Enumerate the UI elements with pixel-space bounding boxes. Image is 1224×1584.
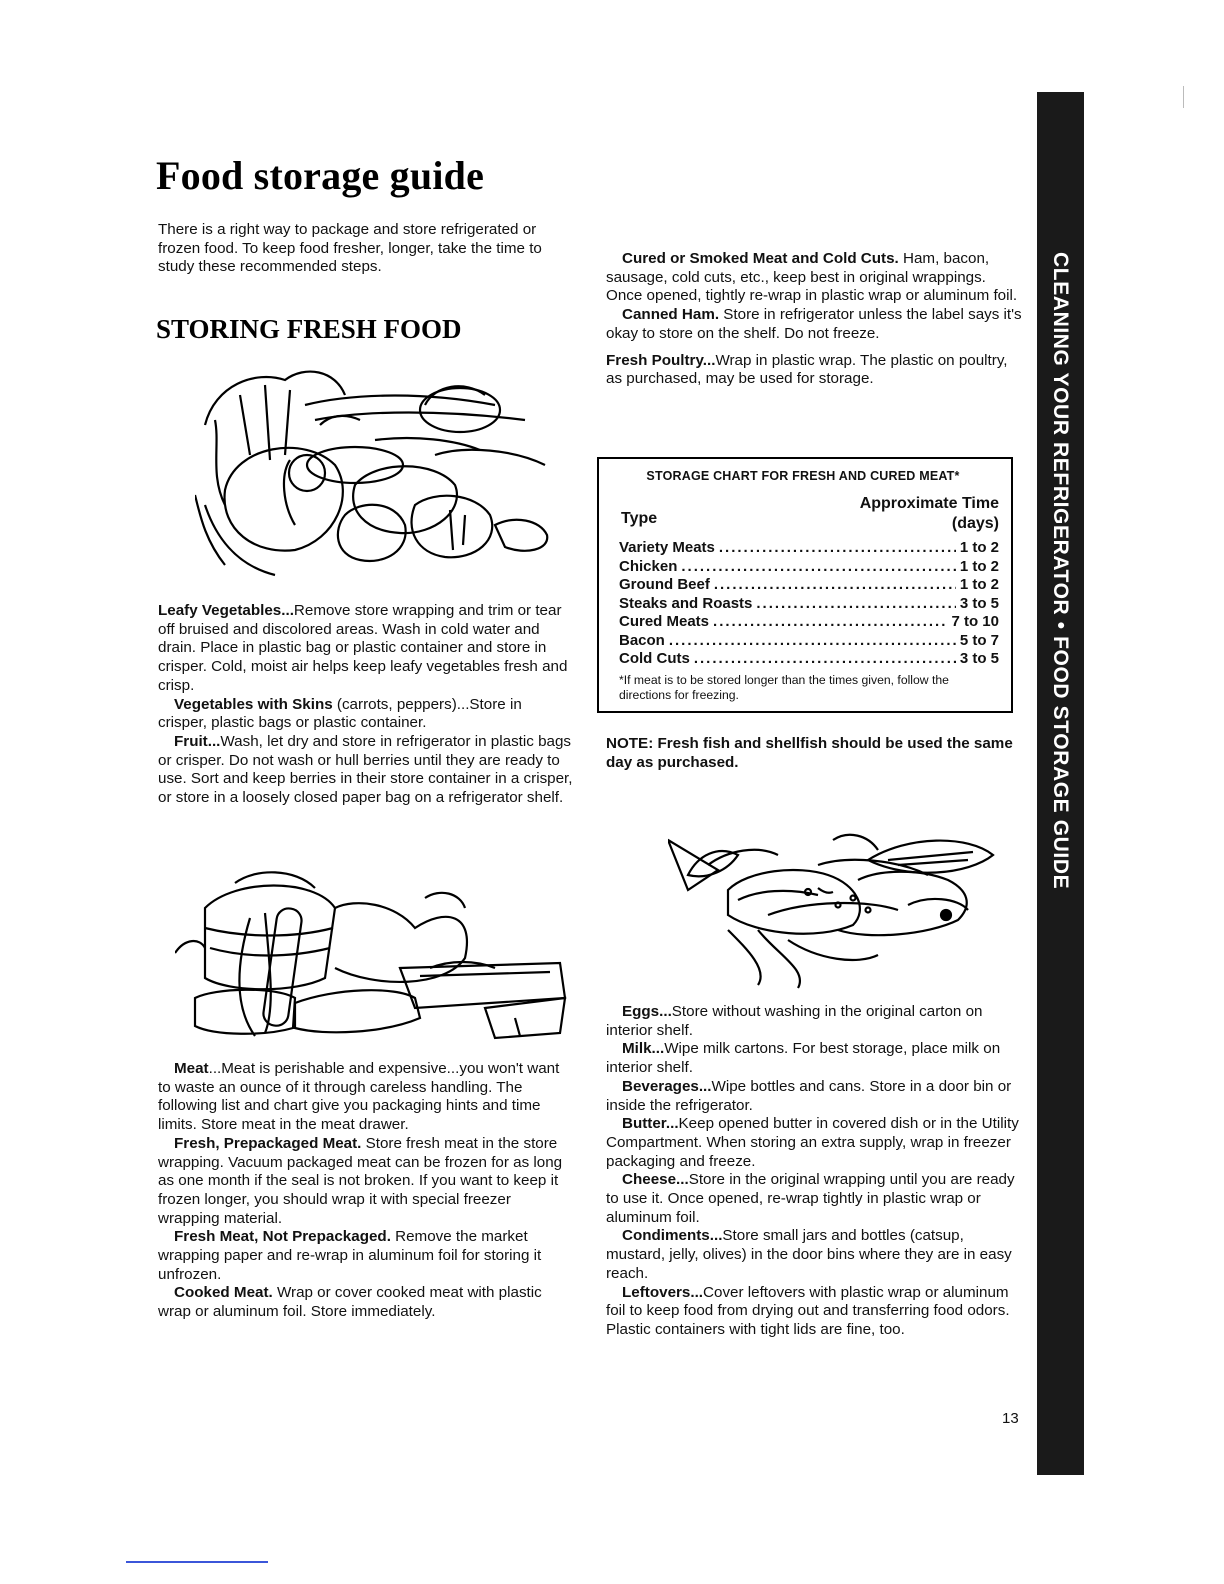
row-days: 1 to 2 <box>959 576 999 593</box>
fresh-poultry-text: Wrap in plastic wrap. The plastic on poultry, as purchased, may be used for storage. <box>606 351 1008 388</box>
fish-illustration <box>668 830 996 990</box>
chart-type-header: Type <box>621 510 658 527</box>
milk-label: Milk... <box>622 1040 665 1058</box>
meat-text: ...Meat is perishable and expensive...you won't want to waste an ounce of it through careless handling. The following list and chart give you packaging hints and time limits. Store meat in the meat drawer. <box>158 1060 560 1134</box>
chart-header <box>607 489 999 535</box>
cured-meat-label: Cured or Smoked Meat and Cold Cuts. <box>622 250 899 267</box>
beverages-label: Beverages... <box>622 1077 712 1095</box>
row-days: 3 to 5 <box>959 594 999 612</box>
butter-label: Butter... <box>622 1115 679 1133</box>
milk-text: Wipe milk cartons. For best storage, place milk on interior shelf. <box>606 1040 1001 1077</box>
leafy-vegetables-text: Remove store wrapping and trim or tear off bruised and discolored areas. Wash in cold water and drain. Place in plastic bag or plastic container and store in crisper. Cold, moist air helps keep leafy vegetables fresh and crisp. <box>158 602 568 694</box>
meat-label: Meat <box>174 1060 209 1077</box>
vegetables-with-skins-label: Vegetables with Skins <box>174 695 333 713</box>
canned-ham-label: Canned Ham. <box>622 306 720 324</box>
row-type: Cold Cuts <box>619 650 690 667</box>
fresh-prepackaged-meat-label: Fresh, Prepackaged Meat. <box>174 1134 362 1152</box>
row-type: Variety Meats <box>619 539 715 556</box>
row-days: 1 to 2 <box>959 557 999 575</box>
row-type: Chicken <box>619 557 678 575</box>
row-days: 5 to 7 <box>959 631 999 649</box>
margin-mark <box>1183 86 1184 108</box>
bottom-rule <box>126 1561 268 1563</box>
page-number: 13 <box>1002 1410 1019 1427</box>
fresh-prepackaged-meat-text: Store fresh meat in the store wrapping. Vacuum packaged meat can be frozen for as long as one month if the seal is not broken. If you want to keep it frozen longer, you should wrap it with special freezer wrapping material. <box>158 1134 563 1227</box>
canned-ham-text: Store in refrigerator unless the label says it's okay to store on the shelf. Do not freeze. <box>606 306 1022 342</box>
row-type: Bacon <box>619 631 665 649</box>
row-days: 3 to 5 <box>959 650 999 667</box>
cured-meat-text: Ham, bacon, sausage, cold cuts, etc., keep best in original wrappings. Once opened, tightly re-wrap in plastic wrap or aluminum foil. <box>606 250 1018 305</box>
beverages-text: Wipe bottles and cans. Store in a door bin or inside the refrigerator. <box>606 1077 1012 1114</box>
meat-storage-chart <box>597 457 1013 713</box>
side-tab <box>1037 92 1084 1475</box>
row-type: Ground Beef <box>619 576 710 593</box>
leafy-vegetables-label: Leafy Vegetables... <box>158 602 294 619</box>
condiments-label: Condiments... <box>622 1227 723 1245</box>
eggs-text: Store without washing in the original carton on interior shelf. <box>606 1003 983 1039</box>
vegetables-with-skins-text: (carrots, peppers)...Store in crisper, plastic bags or plastic container. <box>158 695 522 732</box>
butter-text: Keep opened butter in covered dish or in the Utility Compartment. When storing an extra supply, wrap in freezer packaging and freeze. <box>606 1115 1019 1170</box>
condiments-text: Store small jars and bottles (catsup, mustard, jelly, olives) in the door bins where they are in easy reach. <box>606 1227 1012 1282</box>
fresh-meat-not-prepackaged-text: Remove the market wrapping paper and re-wrap in aluminum foil for storing it unfrozen. <box>158 1228 542 1283</box>
leftovers-label: Leftovers... <box>622 1283 704 1301</box>
cooked-meat-text: Wrap or cover cooked meat with plastic wrap or aluminum foil. Store immediately. <box>158 1284 542 1321</box>
fresh-meat-not-prepackaged-label: Fresh Meat, Not Prepackaged. <box>174 1228 391 1246</box>
chart-title: STORAGE CHART FOR FRESH AND CURED MEAT* <box>646 469 960 483</box>
row-type: Cured Meats <box>619 613 710 630</box>
chart-row <box>619 539 999 558</box>
vegetables-illustration <box>195 365 560 580</box>
row-days: 7 to 10 <box>951 613 999 630</box>
chart-row <box>619 558 999 577</box>
chart-rows <box>619 539 999 669</box>
meat-illustration <box>175 868 570 1043</box>
fruit-text: Wash, let dry and store in refrigerator in plastic bags or crisper. Do not wash or hull berries until they are ready to use. Sort and keep berries in their store container in a crisper, or store in a loosely closed paper bag on a refrigerator shelf. <box>158 732 573 807</box>
side-tab-label: CLEANING YOUR REFRIGERATOR • FOOD STORAGE GUIDE <box>1049 252 1072 890</box>
dairy-and-other-section <box>606 1003 1022 1340</box>
leftovers-text: Cover leftovers with plastic wrap or aluminum foil to keep food from drying out and transferring food odors. Plastic containers with tight lids are fine, too. <box>606 1283 1010 1338</box>
cooked-meat-label: Cooked Meat. <box>174 1284 273 1302</box>
eggs-label: Eggs... <box>622 1003 672 1020</box>
chart-footnote: *If meat is to be stored longer than the times given, follow the directions for freezing. <box>619 672 949 702</box>
chart-row <box>619 632 999 651</box>
chart-row <box>619 576 999 595</box>
meat-section <box>158 1060 574 1322</box>
section-title: STORING FRESH FOOD <box>156 314 462 344</box>
cheese-label: Cheese... <box>622 1171 689 1189</box>
intro-paragraph: There is a right way to package and store refrigerated or frozen food. To keep food fresher, longer, take the time to study these recommended steps. <box>158 221 542 276</box>
fresh-poultry-label: Fresh Poultry... <box>606 351 716 369</box>
chart-row <box>619 613 999 632</box>
chart-days-header: (days) <box>951 515 999 532</box>
fish-note <box>606 734 1024 772</box>
fruit-label: Fruit... <box>174 732 221 750</box>
row-days: 1 to 2 <box>959 539 999 556</box>
page-title: Food storage guide <box>156 153 485 198</box>
chart-time-header: Approximate Time <box>859 495 999 512</box>
row-type: Steaks and Roasts <box>619 594 753 612</box>
cheese-text: Store in the original wrapping until you are ready to use it. Once opened, re-wrap tightly in plastic wrap or aluminum foil. <box>606 1171 1015 1226</box>
chart-row <box>619 650 999 669</box>
fish-note-text: NOTE: Fresh fish and shellfish should be used the same day as purchased. <box>606 735 1013 771</box>
cured-meat-section <box>606 250 1022 389</box>
fresh-produce-section <box>158 602 574 808</box>
chart-row <box>619 595 999 614</box>
